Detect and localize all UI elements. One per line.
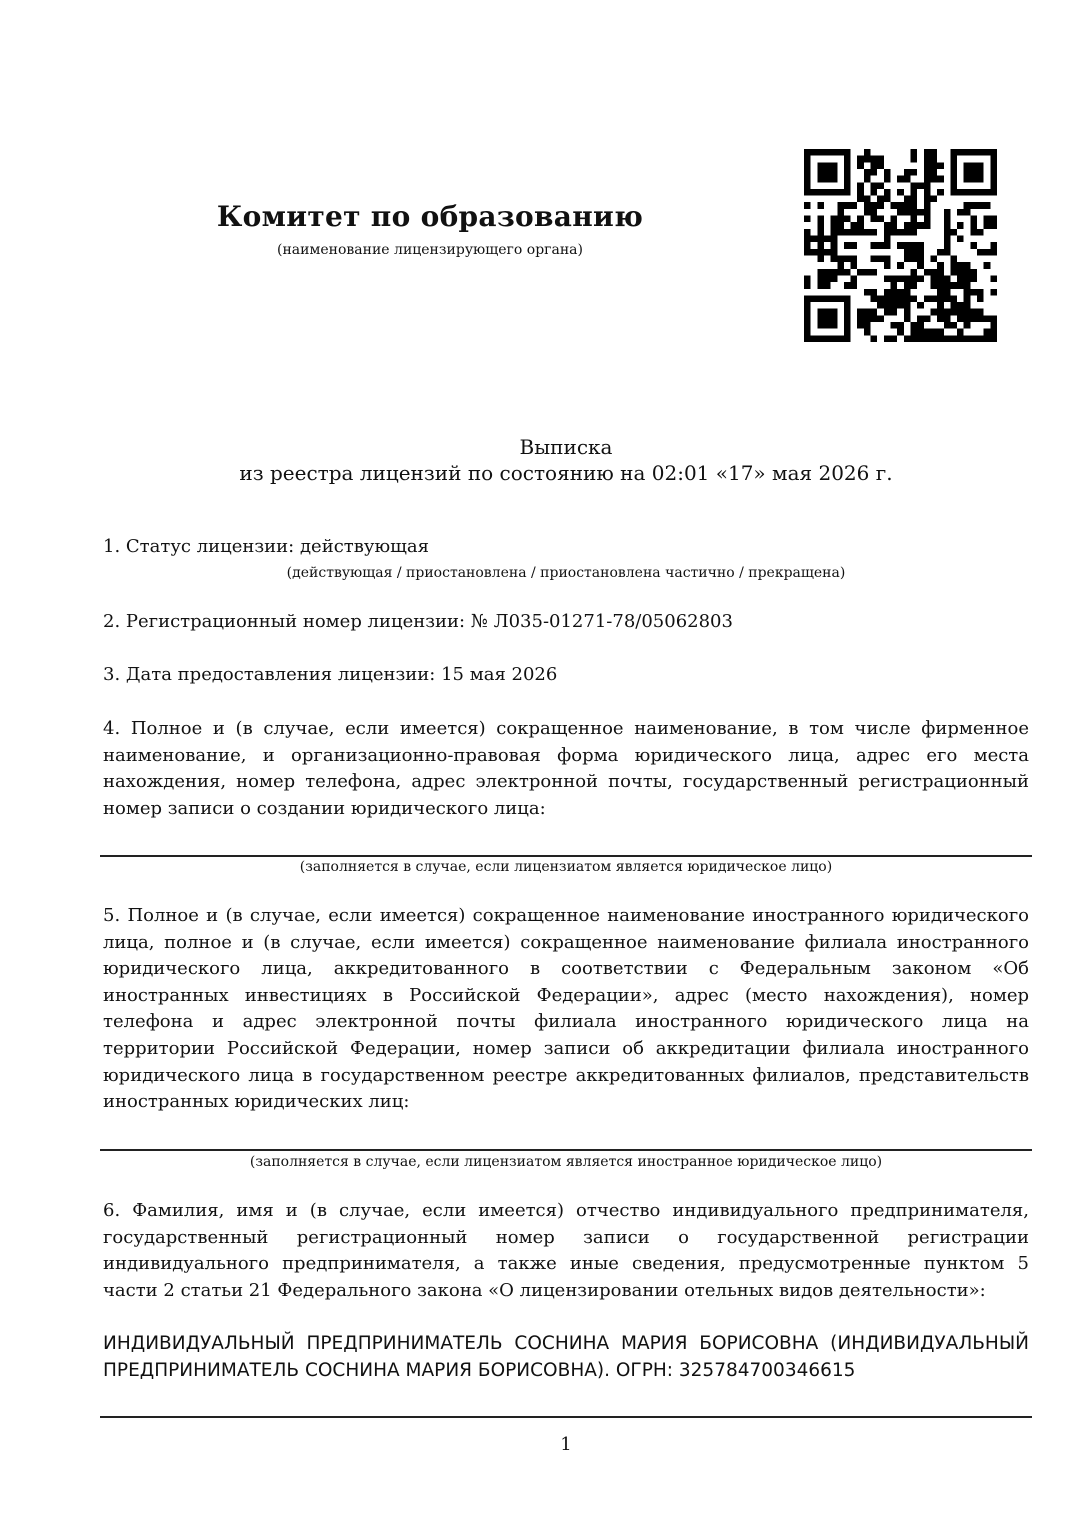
licensing-authority-caption: (наименование лицензирующего органа): [277, 242, 583, 258]
qr-code-icon: [804, 149, 997, 342]
licensing-authority-name: Комитет по образованию: [216, 200, 644, 233]
legal-entity-section-text: 4. Полное и (в случае, если имеется) сокращенное наименование, в том числе фирменное наименование, и организационно-правовая форма юридического лица, адрес его места нахождения, номер телефона, адрес электронной почты, государственный регистрационный номер записи о создании юридического лица:: [103, 718, 1029, 819]
foreign-entity-section-text: 5. Полное и (в случае, если имеется) сокращенное наименование иностранного юридического лица, полное и (в случае, если имеется) сокращенное наименование филиала иностранного юридического лица, аккредитованного в соответствии с Федеральным законом «Об иностранных инвестициях в Российской Федерации», адрес (место нахождения), номер телефона и адрес электронной почты филиала иностранного юридического лица на территории Российской Федерации, номер записи об аккредитации филиала иностранного юридического лица в государственном реестре аккредитованных филиалов, представительств иностранных юридических лиц:: [103, 905, 1029, 1113]
document-subtitle: из реестра лицензий по состоянию на 02:01 «17» мая 2026 г.: [239, 461, 893, 485]
license-status: 1. Статус лицензии: действующая: [103, 536, 429, 557]
entrepreneur-section-text: 6. Фамилия, имя и (в случае, если имеется) отчество индивидуального предпринимателя, государственный регистрационный номер записи о государственной регистрации индивидуального предпринимателя, а также иные сведения, предусмотренные пунктом 5 части 2 статьи 21 Федерального закона «О лицензировании отельных видов деятельности»:: [103, 1200, 1029, 1301]
legal-entity-underline: [100, 855, 1032, 857]
entrepreneur-underline: [100, 1416, 1032, 1418]
license-issue-date: 3. Дата предоставления лицензии: 15 мая 2026: [103, 664, 558, 685]
license-status-caption: (действующая / приостановлена / приостановлена частично / прекращена): [286, 565, 846, 581]
license-registration-number: 2. Регистрационный номер лицензии: № Л035-01271-78/05062803: [103, 611, 733, 632]
entrepreneur-value: ИНДИВИДУАЛЬНЫЙ ПРЕДПРИНИМАТЕЛЬ СОСНИНА МАРИЯ БОРИСОВНА (ИНДИВИДУАЛЬНЫЙ ПРЕДПРИНИМАТЕЛЬ СОСНИНА МАРИЯ БОРИСОВНА). ОГРН: 325784700346615: [103, 1333, 1029, 1381]
legal-entity-caption: (заполняется в случае, если лицензиатом является юридическое лицо): [299, 859, 833, 875]
foreign-entity-caption: (заполняется в случае, если лицензиатом является иностранное юридическое лицо): [249, 1154, 883, 1170]
page-number: 1: [560, 1434, 572, 1455]
document-title: Выписка: [519, 435, 613, 459]
foreign-entity-underline: [100, 1149, 1032, 1151]
